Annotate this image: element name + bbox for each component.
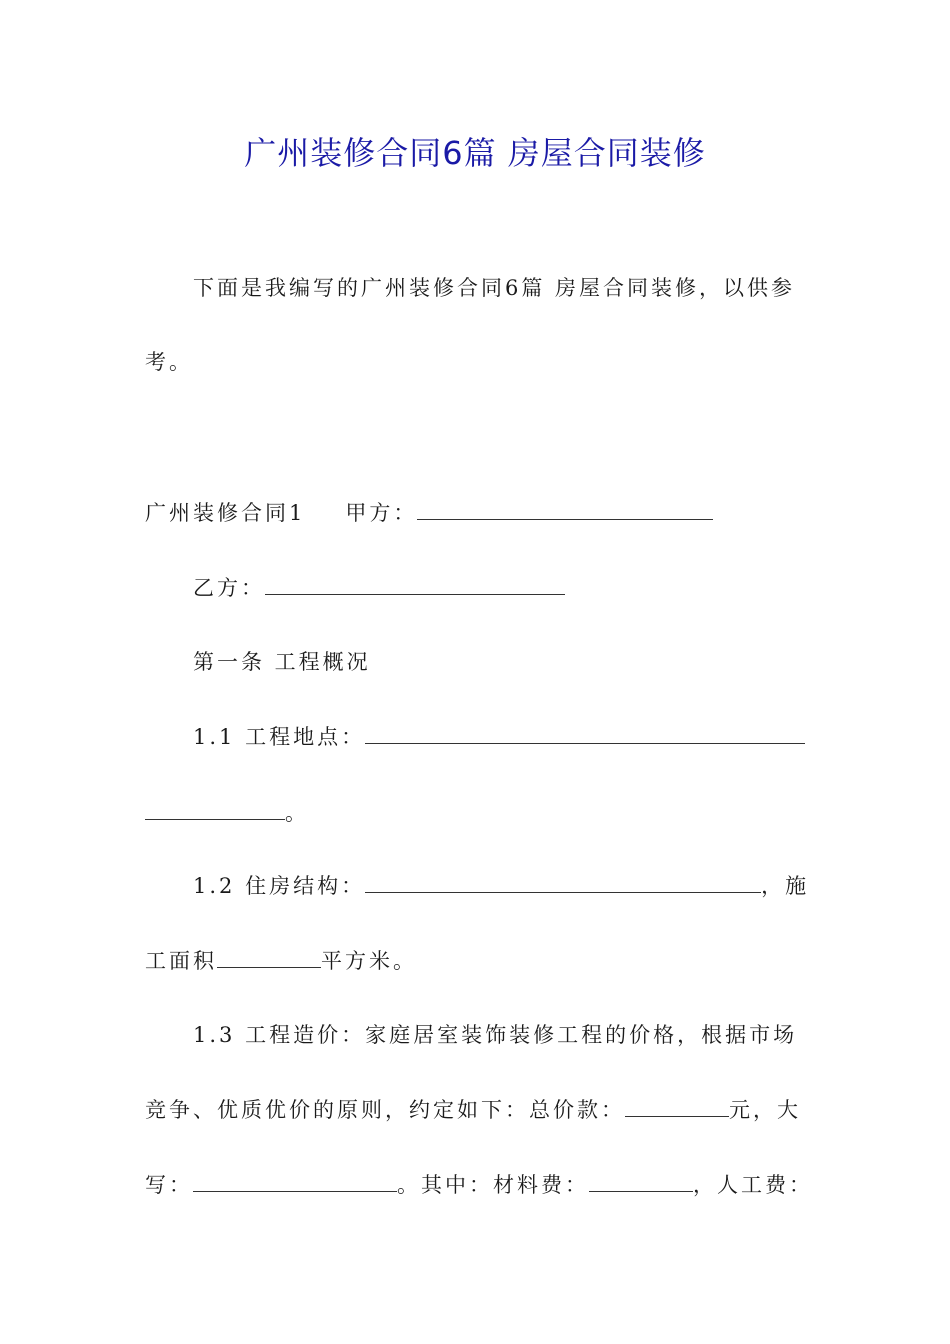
item-1-1-continuation — [145, 797, 309, 827]
party-a-blank — [417, 501, 713, 520]
item-1-2-after: ，施 — [761, 874, 810, 898]
item-1-2-blank — [365, 874, 761, 893]
material-fee-blank — [589, 1173, 693, 1192]
labor-fee-label: ，人工费： — [693, 1173, 813, 1197]
item-1-1-end: 。 — [285, 801, 309, 825]
material-fee-label: 。其中：材料费： — [397, 1173, 589, 1197]
area-label: 工面积 — [145, 949, 217, 973]
area-unit: 平方米。 — [321, 949, 417, 973]
party-b-label: 乙方： — [193, 576, 265, 600]
item-1-2-label: 1.2 住房结构： — [193, 874, 366, 898]
article-1-heading: 第一条 工程概况 — [193, 650, 371, 674]
total-price-blank — [625, 1098, 729, 1117]
item-1-3-line-1: 1.3 工程造价：家庭居室装饰装修工程的价格，根据市场 — [193, 1023, 798, 1047]
party-a-label: 甲方： — [345, 501, 418, 525]
item-1-1-row — [193, 721, 805, 751]
contract-heading: 广州装修合同1 — [145, 501, 306, 525]
document-title: 广州装修合同6篇 房屋合同装修 — [244, 134, 706, 172]
total-price-unit: 元，大 — [729, 1098, 801, 1122]
intro-line-1: 下面是我编写的广州装修合同6篇 房屋合同装修，以供参 — [193, 276, 796, 300]
item-1-1-blank — [365, 725, 805, 744]
item-1-3-line-2 — [145, 1094, 801, 1124]
party-b-blank — [265, 576, 565, 595]
party-b-row — [193, 572, 565, 602]
intro-line-2: 考。 — [145, 350, 193, 374]
area-blank — [217, 949, 321, 968]
contract-heading-row — [145, 497, 713, 527]
item-1-2-row — [193, 870, 809, 900]
item-1-1-label: 1.1 工程地点： — [193, 725, 366, 749]
item-1-3-line-3 — [145, 1169, 813, 1199]
capital-blank — [193, 1173, 397, 1192]
item-1-2-line-2 — [145, 945, 417, 975]
item-1-1-blank-2 — [145, 801, 285, 820]
total-price-label: 竞争、优质优价的原则，约定如下：总价款： — [145, 1098, 625, 1122]
capital-label: 写： — [145, 1173, 193, 1197]
